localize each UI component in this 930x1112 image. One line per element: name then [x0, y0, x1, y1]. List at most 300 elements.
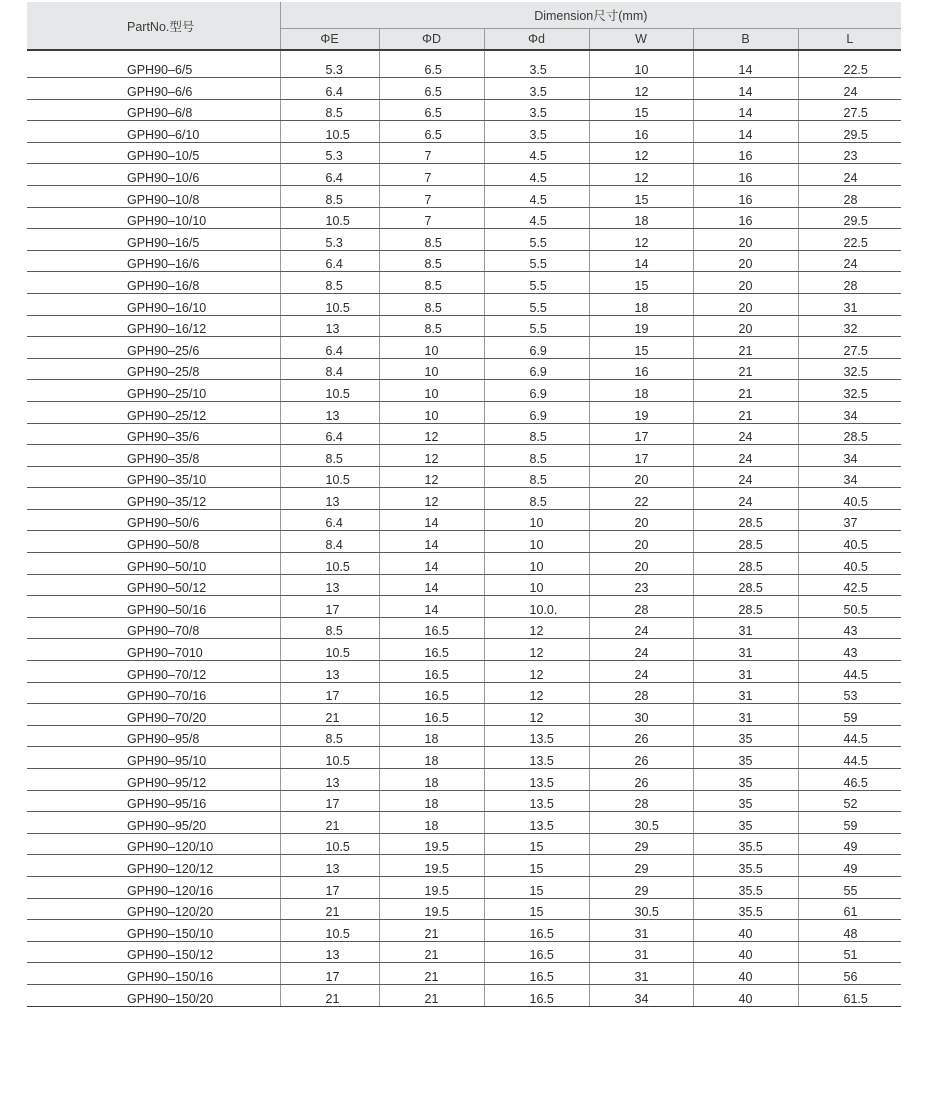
table-row [27, 617, 901, 639]
cell-b: 24 [693, 488, 798, 510]
table-row [27, 142, 901, 164]
table-row [27, 898, 901, 920]
cell-phi-d-upper: 21 [379, 941, 484, 963]
cell-l: 59 [798, 812, 901, 834]
cell-phi-d-upper: 6.5 [379, 78, 484, 100]
cell-l: 50.5 [798, 596, 901, 618]
cell-phi-d-lower: 12 [484, 639, 589, 661]
cell-l: 23 [798, 142, 901, 164]
cell-l: 34 [798, 445, 901, 467]
cell-w: 26 [589, 769, 693, 791]
part-number-cell: GPH90–95/8 [27, 725, 280, 747]
cell-l: 59 [798, 704, 901, 726]
column-header-phi-d-lower: Φd [484, 29, 589, 51]
cell-phi-d-lower: 10 [484, 553, 589, 575]
cell-phi-d-upper: 16.5 [379, 639, 484, 661]
cell-b: 31 [693, 661, 798, 683]
cell-l: 22.5 [798, 229, 901, 251]
table-row [27, 293, 901, 315]
part-number-cell: GPH90–120/12 [27, 855, 280, 877]
part-number-cell: GPH90–120/10 [27, 833, 280, 855]
table-row [27, 358, 901, 380]
cell-phi-e: 10.5 [280, 466, 379, 488]
cell-phi-e: 13 [280, 315, 379, 337]
cell-phi-e: 13 [280, 661, 379, 683]
cell-phi-d-lower: 13.5 [484, 769, 589, 791]
cell-b: 20 [693, 293, 798, 315]
cell-phi-d-lower: 13.5 [484, 812, 589, 834]
cell-phi-d-lower: 6.9 [484, 401, 589, 423]
table-row [27, 164, 901, 186]
cell-phi-d-lower: 5.5 [484, 293, 589, 315]
cell-phi-e: 13 [280, 855, 379, 877]
cell-l: 43 [798, 617, 901, 639]
column-header-l: L [798, 29, 901, 51]
cell-w: 12 [589, 78, 693, 100]
part-number-cell: GPH90–35/12 [27, 488, 280, 510]
cell-phi-e: 8.5 [280, 185, 379, 207]
cell-phi-d-lower: 4.5 [484, 164, 589, 186]
cell-phi-e: 6.4 [280, 509, 379, 531]
cell-l: 52 [798, 790, 901, 812]
table-row [27, 639, 901, 661]
part-number-cell: GPH90–150/12 [27, 941, 280, 963]
table-row [27, 747, 901, 769]
cell-phi-d-upper: 10 [379, 401, 484, 423]
cell-b: 21 [693, 401, 798, 423]
table-row [27, 984, 901, 1006]
cell-phi-e: 6.4 [280, 164, 379, 186]
cell-l: 49 [798, 855, 901, 877]
table-row [27, 704, 901, 726]
cell-w: 15 [589, 337, 693, 359]
cell-w: 26 [589, 747, 693, 769]
cell-w: 29 [589, 833, 693, 855]
cell-phi-d-upper: 14 [379, 509, 484, 531]
cell-l: 48 [798, 920, 901, 942]
cell-phi-d-upper: 6.5 [379, 50, 484, 78]
table-row [27, 941, 901, 963]
table-row [27, 574, 901, 596]
cell-b: 28.5 [693, 574, 798, 596]
cell-l: 40.5 [798, 531, 901, 553]
part-number-cell: GPH90–150/20 [27, 984, 280, 1006]
cell-phi-d-upper: 16.5 [379, 661, 484, 683]
part-number-cell: GPH90–35/6 [27, 423, 280, 445]
table-row [27, 876, 901, 898]
cell-phi-e: 17 [280, 596, 379, 618]
table-row [27, 509, 901, 531]
cell-b: 28.5 [693, 596, 798, 618]
part-number-cell: GPH90–16/8 [27, 272, 280, 294]
cell-b: 31 [693, 639, 798, 661]
part-number-cell: GPH90–50/16 [27, 596, 280, 618]
cell-w: 20 [589, 531, 693, 553]
part-number-cell: GPH90–25/8 [27, 358, 280, 380]
cell-l: 44.5 [798, 725, 901, 747]
table-row [27, 401, 901, 423]
cell-w: 19 [589, 315, 693, 337]
cell-phi-e: 8.4 [280, 358, 379, 380]
cell-phi-d-upper: 16.5 [379, 704, 484, 726]
part-number-cell: GPH90–35/10 [27, 466, 280, 488]
part-number-cell: GPH90–25/6 [27, 337, 280, 359]
dimension-header: Dimension尺寸(mm) [280, 2, 901, 29]
cell-w: 24 [589, 661, 693, 683]
cell-phi-d-upper: 8.5 [379, 250, 484, 272]
cell-phi-e: 13 [280, 574, 379, 596]
cell-w: 15 [589, 99, 693, 121]
cell-phi-d-upper: 10 [379, 337, 484, 359]
part-number-cell: GPH90–70/16 [27, 682, 280, 704]
cell-b: 14 [693, 121, 798, 143]
table-row [27, 207, 901, 229]
cell-phi-d-lower: 8.5 [484, 445, 589, 467]
cell-phi-e: 10.5 [280, 380, 379, 402]
cell-phi-d-lower: 4.5 [484, 185, 589, 207]
cell-phi-d-lower: 8.5 [484, 423, 589, 445]
cell-b: 14 [693, 50, 798, 78]
table-row [27, 423, 901, 445]
cell-phi-d-upper: 18 [379, 725, 484, 747]
cell-phi-d-lower: 13.5 [484, 790, 589, 812]
cell-phi-d-lower: 16.5 [484, 963, 589, 985]
cell-phi-d-upper: 10 [379, 380, 484, 402]
cell-w: 28 [589, 596, 693, 618]
part-number-header: PartNo.型号 [27, 2, 280, 50]
part-number-cell: GPH90–50/12 [27, 574, 280, 596]
dimension-table [27, 2, 901, 1007]
part-number-cell: GPH90–150/16 [27, 963, 280, 985]
table-row [27, 99, 901, 121]
cell-w: 12 [589, 164, 693, 186]
table-row [27, 78, 901, 100]
cell-phi-d-upper: 12 [379, 466, 484, 488]
cell-phi-d-lower: 13.5 [484, 747, 589, 769]
part-number-cell: GPH90–120/20 [27, 898, 280, 920]
table-row [27, 833, 901, 855]
cell-phi-d-lower: 16.5 [484, 920, 589, 942]
table-row [27, 855, 901, 877]
cell-phi-d-upper: 18 [379, 747, 484, 769]
part-number-cell: GPH90–50/8 [27, 531, 280, 553]
part-number-cell: GPH90–70/20 [27, 704, 280, 726]
cell-phi-d-upper: 18 [379, 790, 484, 812]
cell-b: 31 [693, 704, 798, 726]
column-header-phi-d-upper: ΦD [379, 29, 484, 51]
cell-b: 40 [693, 920, 798, 942]
cell-w: 28 [589, 790, 693, 812]
cell-phi-d-lower: 3.5 [484, 78, 589, 100]
part-number-cell: GPH90–10/8 [27, 185, 280, 207]
part-number-cell: GPH90–95/20 [27, 812, 280, 834]
cell-l: 40.5 [798, 553, 901, 575]
cell-w: 12 [589, 142, 693, 164]
table-row [27, 445, 901, 467]
cell-phi-d-upper: 7 [379, 142, 484, 164]
cell-phi-d-upper: 14 [379, 596, 484, 618]
cell-phi-e: 13 [280, 488, 379, 510]
cell-phi-d-upper: 21 [379, 920, 484, 942]
cell-l: 24 [798, 164, 901, 186]
cell-phi-e: 21 [280, 984, 379, 1006]
cell-phi-d-upper: 8.5 [379, 229, 484, 251]
cell-phi-d-lower: 8.5 [484, 488, 589, 510]
part-number-cell: GPH90–50/10 [27, 553, 280, 575]
cell-phi-e: 10.5 [280, 920, 379, 942]
cell-phi-d-lower: 4.5 [484, 142, 589, 164]
cell-b: 20 [693, 272, 798, 294]
cell-phi-e: 5.3 [280, 142, 379, 164]
table-row [27, 596, 901, 618]
cell-phi-d-lower: 13.5 [484, 725, 589, 747]
cell-phi-e: 13 [280, 401, 379, 423]
cell-phi-d-upper: 19.5 [379, 876, 484, 898]
cell-phi-e: 5.3 [280, 50, 379, 78]
cell-b: 24 [693, 466, 798, 488]
cell-phi-d-lower: 3.5 [484, 50, 589, 78]
part-number-cell: GPH90–10/5 [27, 142, 280, 164]
part-number-cell: GPH90–16/5 [27, 229, 280, 251]
part-number-cell: GPH90–6/8 [27, 99, 280, 121]
part-number-cell: GPH90–10/10 [27, 207, 280, 229]
cell-phi-d-lower: 3.5 [484, 99, 589, 121]
cell-phi-e: 21 [280, 898, 379, 920]
cell-phi-d-lower: 16.5 [484, 984, 589, 1006]
column-header-w: W [589, 29, 693, 51]
cell-w: 15 [589, 185, 693, 207]
cell-l: 28 [798, 272, 901, 294]
cell-phi-d-upper: 8.5 [379, 272, 484, 294]
cell-phi-e: 10.5 [280, 553, 379, 575]
cell-l: 53 [798, 682, 901, 704]
cell-b: 14 [693, 78, 798, 100]
cell-b: 35 [693, 812, 798, 834]
cell-phi-d-upper: 14 [379, 574, 484, 596]
cell-b: 35.5 [693, 855, 798, 877]
cell-phi-e: 13 [280, 769, 379, 791]
cell-phi-e: 10.5 [280, 639, 379, 661]
cell-phi-d-lower: 10 [484, 509, 589, 531]
cell-phi-d-upper: 18 [379, 769, 484, 791]
cell-phi-e: 6.4 [280, 337, 379, 359]
cell-phi-e: 5.3 [280, 229, 379, 251]
cell-w: 10 [589, 50, 693, 78]
cell-phi-e: 10.5 [280, 293, 379, 315]
cell-phi-d-lower: 3.5 [484, 121, 589, 143]
cell-b: 35.5 [693, 898, 798, 920]
cell-l: 61 [798, 898, 901, 920]
cell-phi-d-lower: 6.9 [484, 380, 589, 402]
cell-phi-d-lower: 12 [484, 704, 589, 726]
cell-phi-d-upper: 12 [379, 445, 484, 467]
cell-phi-e: 10.5 [280, 833, 379, 855]
cell-l: 43 [798, 639, 901, 661]
cell-phi-d-lower: 12 [484, 617, 589, 639]
cell-w: 23 [589, 574, 693, 596]
cell-phi-d-upper: 7 [379, 185, 484, 207]
cell-w: 31 [589, 941, 693, 963]
cell-phi-d-lower: 5.5 [484, 315, 589, 337]
cell-phi-e: 13 [280, 941, 379, 963]
cell-w: 16 [589, 358, 693, 380]
cell-phi-e: 8.5 [280, 725, 379, 747]
cell-w: 17 [589, 445, 693, 467]
cell-b: 21 [693, 380, 798, 402]
cell-w: 20 [589, 466, 693, 488]
table-row [27, 920, 901, 942]
cell-l: 28.5 [798, 423, 901, 445]
cell-b: 28.5 [693, 531, 798, 553]
cell-phi-e: 8.5 [280, 272, 379, 294]
cell-l: 31 [798, 293, 901, 315]
part-number-cell: GPH90–70/12 [27, 661, 280, 683]
part-number-cell: GPH90–95/10 [27, 747, 280, 769]
cell-b: 20 [693, 315, 798, 337]
part-number-cell: GPH90–6/6 [27, 78, 280, 100]
cell-phi-d-lower: 12 [484, 682, 589, 704]
part-number-cell: GPH90–70/8 [27, 617, 280, 639]
cell-b: 35.5 [693, 876, 798, 898]
cell-b: 24 [693, 445, 798, 467]
cell-l: 27.5 [798, 337, 901, 359]
cell-w: 28 [589, 682, 693, 704]
cell-phi-d-lower: 10 [484, 531, 589, 553]
table-row [27, 488, 901, 510]
cell-b: 40 [693, 963, 798, 985]
cell-l: 44.5 [798, 747, 901, 769]
part-number-cell: GPH90–10/6 [27, 164, 280, 186]
table-body [27, 50, 901, 1006]
cell-w: 12 [589, 229, 693, 251]
cell-phi-d-lower: 15 [484, 833, 589, 855]
cell-b: 31 [693, 682, 798, 704]
cell-b: 16 [693, 142, 798, 164]
cell-w: 20 [589, 509, 693, 531]
cell-phi-e: 8.5 [280, 617, 379, 639]
cell-b: 35 [693, 769, 798, 791]
cell-w: 19 [589, 401, 693, 423]
part-number-cell: GPH90–95/16 [27, 790, 280, 812]
cell-l: 29.5 [798, 121, 901, 143]
table-header [27, 2, 901, 50]
table-row [27, 229, 901, 251]
cell-b: 35 [693, 747, 798, 769]
cell-b: 35.5 [693, 833, 798, 855]
cell-w: 34 [589, 984, 693, 1006]
table-row [27, 185, 901, 207]
cell-phi-e: 17 [280, 790, 379, 812]
cell-w: 22 [589, 488, 693, 510]
cell-w: 18 [589, 207, 693, 229]
cell-phi-d-upper: 16.5 [379, 617, 484, 639]
cell-b: 16 [693, 164, 798, 186]
cell-phi-d-lower: 12 [484, 661, 589, 683]
cell-b: 35 [693, 725, 798, 747]
cell-phi-d-lower: 10 [484, 574, 589, 596]
table-row [27, 725, 901, 747]
cell-b: 40 [693, 984, 798, 1006]
cell-l: 27.5 [798, 99, 901, 121]
cell-w: 31 [589, 963, 693, 985]
cell-phi-e: 17 [280, 682, 379, 704]
cell-phi-d-upper: 21 [379, 963, 484, 985]
cell-phi-d-upper: 8.5 [379, 293, 484, 315]
cell-phi-e: 8.5 [280, 445, 379, 467]
cell-phi-d-upper: 10 [379, 358, 484, 380]
cell-b: 28.5 [693, 509, 798, 531]
cell-phi-d-upper: 14 [379, 553, 484, 575]
cell-phi-e: 17 [280, 963, 379, 985]
cell-b: 21 [693, 337, 798, 359]
table-row [27, 315, 901, 337]
cell-w: 18 [589, 293, 693, 315]
table-row [27, 121, 901, 143]
part-number-cell: GPH90–16/6 [27, 250, 280, 272]
part-number-cell: GPH90–95/12 [27, 769, 280, 791]
cell-phi-d-lower: 6.9 [484, 358, 589, 380]
cell-phi-d-upper: 16.5 [379, 682, 484, 704]
cell-phi-d-upper: 19.5 [379, 898, 484, 920]
cell-b: 40 [693, 941, 798, 963]
cell-w: 26 [589, 725, 693, 747]
cell-l: 29.5 [798, 207, 901, 229]
cell-w: 30.5 [589, 898, 693, 920]
cell-l: 24 [798, 250, 901, 272]
cell-b: 31 [693, 617, 798, 639]
table-row [27, 50, 901, 78]
part-number-cell: GPH90–120/16 [27, 876, 280, 898]
cell-l: 34 [798, 401, 901, 423]
part-number-cell: GPH90–6/10 [27, 121, 280, 143]
cell-w: 31 [589, 920, 693, 942]
cell-l: 32 [798, 315, 901, 337]
part-number-cell: GPH90–25/10 [27, 380, 280, 402]
cell-b: 35 [693, 790, 798, 812]
cell-w: 24 [589, 617, 693, 639]
cell-phi-e: 6.4 [280, 423, 379, 445]
cell-l: 49 [798, 833, 901, 855]
cell-phi-d-upper: 7 [379, 207, 484, 229]
column-header-phi-e: ΦE [280, 29, 379, 51]
cell-phi-e: 21 [280, 704, 379, 726]
cell-phi-d-upper: 19.5 [379, 855, 484, 877]
cell-phi-d-lower: 4.5 [484, 207, 589, 229]
cell-b: 20 [693, 250, 798, 272]
cell-l: 34 [798, 466, 901, 488]
cell-l: 37 [798, 509, 901, 531]
part-number-cell: GPH90–35/8 [27, 445, 280, 467]
cell-w: 30 [589, 704, 693, 726]
cell-phi-d-upper: 6.5 [379, 99, 484, 121]
part-number-cell: GPH90–6/5 [27, 50, 280, 78]
cell-phi-d-lower: 16.5 [484, 941, 589, 963]
cell-w: 17 [589, 423, 693, 445]
cell-phi-d-upper: 14 [379, 531, 484, 553]
cell-b: 14 [693, 99, 798, 121]
cell-phi-d-lower: 15 [484, 898, 589, 920]
table-row [27, 790, 901, 812]
cell-phi-e: 10.5 [280, 207, 379, 229]
cell-w: 18 [589, 380, 693, 402]
cell-phi-d-upper: 18 [379, 812, 484, 834]
cell-l: 44.5 [798, 661, 901, 683]
cell-l: 51 [798, 941, 901, 963]
cell-phi-d-lower: 5.5 [484, 250, 589, 272]
cell-l: 56 [798, 963, 901, 985]
table-row [27, 812, 901, 834]
cell-b: 28.5 [693, 553, 798, 575]
